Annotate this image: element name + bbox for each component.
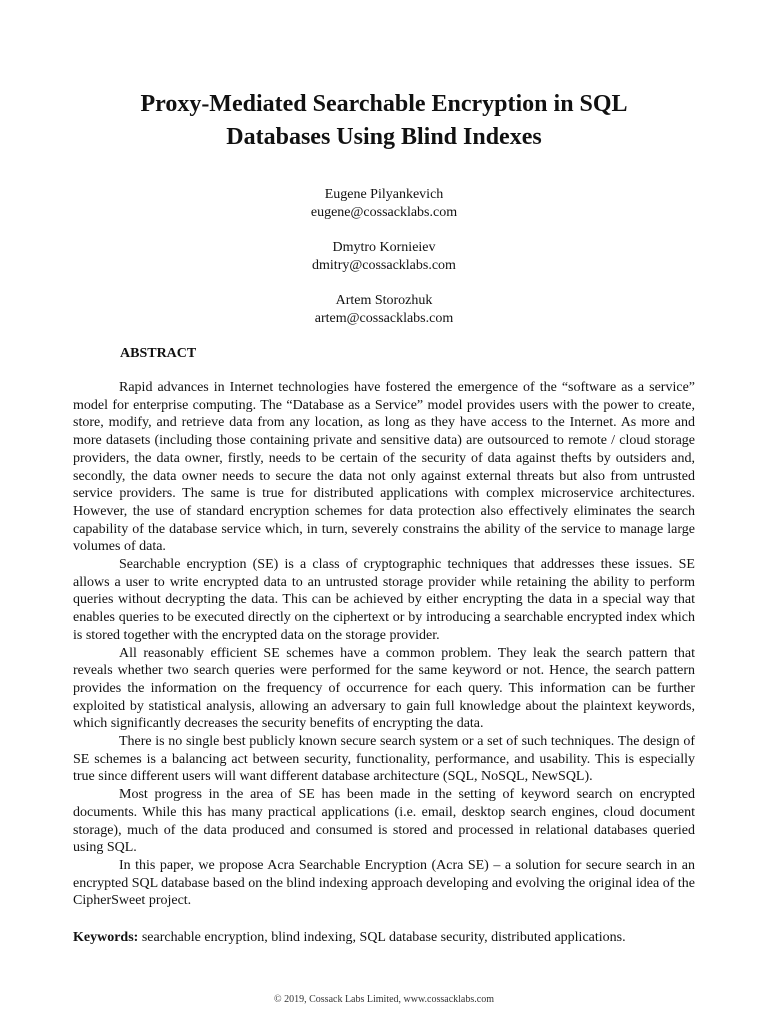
keywords-line: [73, 929, 695, 947]
abstract-paragraph: In this paper, we propose Acra Searchable Encryption (Acra SE) – a solution for secure search in an encrypted SQL database based on the blind indexing approach developing and evolving the original idea of the CipherSweet project.: [73, 857, 695, 909]
abstract-paragraph: Rapid advances in Internet technologies have fostered the emergence of the “software as a service” model for enterprise computing. The “Database as a Service” model provides users with the power to create, store, modify, and retrieve data from any location, as long as they have access to the Internet. As more and more datasets (including those containing private and sensitive data) are outsourced to remote / cloud storage providers, the data owner, firstly, needs to be certain of the security of data against thefts by outsiders and, secondly, the data owner needs to secure the data not only against external threats but also from untrusted service providers. The same is true for distributed applications with complex microservice architectures. However, the use of standard encryption schemes for data protection also effectively eliminates the search capability of the database service which, in turn, severely constrains the ability of the service to manage large volumes of data.: [73, 380, 695, 555]
paper-title: [60, 88, 708, 154]
abstract-paragraph: Searchable encryption (SE) is a class of cryptographic techniques that addresses these issues. SE allows a user to write encrypted data to an untrusted storage provider while retaining the ability to perform queries without decrypting the data. This can be achieved by either encrypting the data in a special way that enables queries to be executed directly on the ciphertext or by introducing a searchable encrypted index which is stored together with the encrypted data on the storage provider.: [73, 557, 695, 643]
keywords-label: Keywords:: [73, 930, 139, 945]
abstract-paragraph: There is no single best publicly known secure search system or a set of such techniques. The design of SE schemes is a balancing act between security, functionality, performance, and usability. This is especially true since different users will want different database architecture (SQL, NoSQL, NewSQL).: [73, 734, 695, 785]
abstract-heading: ABSTRACT: [120, 346, 197, 361]
author-name: Eugene Pilyankevich: [324, 187, 444, 202]
author-name: Artem Storozhuk: [335, 293, 433, 308]
author-block-1: [0, 186, 768, 222]
copyright-footer: © 2019, Cossack Labs Limited, www.cossacklabs.com: [274, 994, 494, 1005]
author-block-2: [0, 239, 768, 275]
keywords-text: searchable encryption, blind indexing, SQL database security, distributed applications.: [138, 930, 626, 945]
author-name: Dmytro Kornieiev: [332, 240, 436, 255]
author-email: artem@cossacklabs.com: [314, 311, 454, 326]
paper-title-line-1: Proxy-Mediated Searchable Encryption in SQL: [140, 91, 628, 117]
author-block-3: [0, 292, 768, 328]
abstract-paragraph: All reasonably efficient SE schemes have a common problem. They leak the search pattern that reveals whether two search queries were performed for the same keyword or not. Hence, the search pattern provides the information on the frequency of occurrence for each query. This information can be further exploited by statistical analysis, allowing an adversary to gain full knowledge about the plaintext keywords, which significantly decreases the security benefits of encrypting the data.: [73, 645, 695, 732]
author-email: eugene@cossacklabs.com: [310, 205, 458, 220]
paper-title-line-2: Databases Using Blind Indexes: [226, 124, 542, 150]
abstract-paragraph: Most progress in the area of SE has been made in the setting of keyword search on encrypted documents. While this has many practical applications (i.e. email, desktop search engines, cloud document storage), much of the data produced and consumed is stored and processed in relational databases queried using SQL.: [73, 787, 695, 856]
author-email: dmitry@cossacklabs.com: [312, 258, 456, 273]
abstract-body: [73, 379, 695, 910]
